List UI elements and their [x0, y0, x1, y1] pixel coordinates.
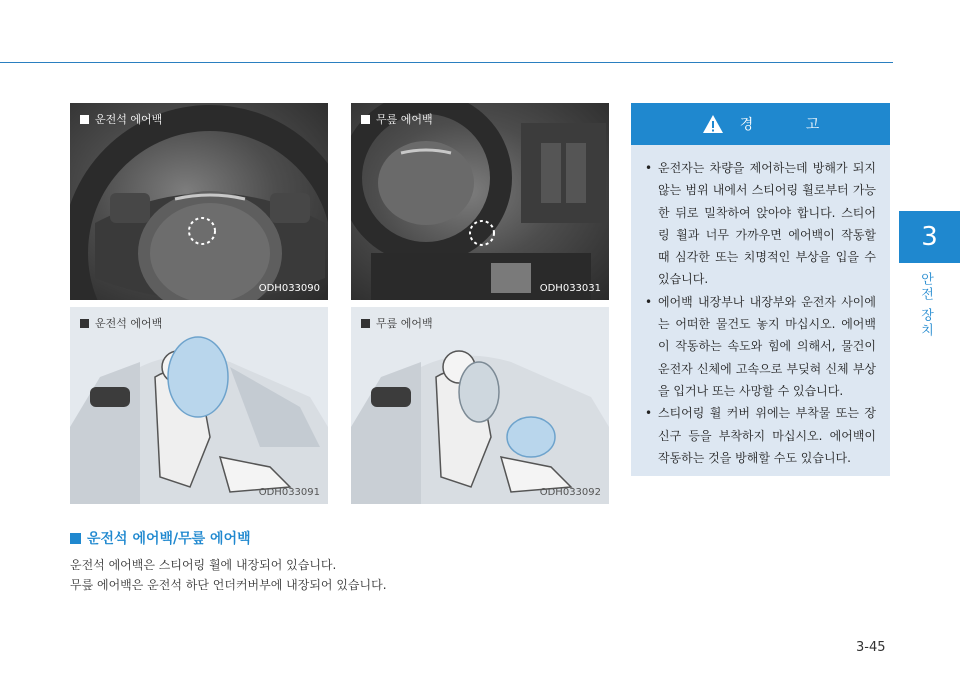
chapter-tab[interactable]	[899, 211, 960, 263]
warning-box	[631, 103, 890, 476]
photo-knee-airbag	[351, 103, 609, 300]
section-title: 운전석 에어백/무릎 에어백	[70, 528, 610, 548]
photo-code: ODH033031	[539, 283, 601, 294]
photo-knee-airbag-deployed	[351, 307, 609, 504]
body-text: 무릎 에어백은 운전석 하단 언더커버부에 내장되어 있습니다.	[70, 578, 387, 592]
warning-title: 경 고	[739, 117, 844, 133]
page-number: 3-45	[856, 640, 886, 655]
photo-driver-airbag-deployed	[70, 307, 328, 504]
section-airbag	[70, 528, 610, 595]
warning-item: • 운전자는 차량을 제어하는데 방해가 되지 않는 범위 내에서 스티어링 휠로부터 가능한 뒤로 밀착하여 앉아야 합니다. 스티어링 휠과 너무 가까우면 에어백이 작동할 때 심각한 또는 치명적인 부상을 입을 수 있습니다.	[643, 157, 876, 291]
square-bullet-icon	[80, 319, 89, 328]
square-bullet-icon	[80, 115, 89, 124]
top-rule	[0, 62, 893, 63]
photo-code: ODH033092	[539, 487, 601, 498]
photo-caption: 무릎 에어백	[361, 111, 433, 127]
body-text: 운전석 에어백은 스티어링 휠에 내장되어 있습니다.	[70, 558, 337, 572]
warning-triangle-icon	[702, 114, 724, 134]
square-bullet-icon	[361, 115, 370, 124]
photo-code: ODH033091	[258, 487, 320, 498]
chapter-number: 3	[921, 222, 938, 252]
square-bullet-icon	[70, 533, 81, 544]
photo-caption: 운전석 에어백	[80, 315, 162, 331]
warning-item: • 에어백 내장부나 내장부와 운전자 사이에는 어떠한 물건도 놓지 마십시오. 에어백이 작동하는 속도와 힘에 의해서, 물건이 운전자 신체에 고속으로 부딪혀 신체 부상을 입거나 또는 사망할 수 있습니다.	[643, 291, 876, 402]
photo-driver-airbag	[70, 103, 328, 300]
warning-list	[631, 145, 890, 469]
warning-item: • 스티어링 휠 커버 위에는 부착물 또는 장신구 등을 부착하지 마십시오. 에어백이 작동하는 것을 방해할 수도 있습니다.	[643, 402, 876, 469]
chapter-label: 안전 장치	[918, 272, 933, 339]
square-bullet-icon	[361, 319, 370, 328]
photo-code: ODH033090	[258, 283, 320, 294]
knee-airbag-deployed-illustration	[351, 307, 609, 504]
warning-header	[631, 103, 890, 145]
knee-airbag-illustration	[351, 103, 609, 300]
driver-airbag-deployed-illustration	[70, 307, 328, 504]
photo-caption: 무릎 에어백	[361, 315, 433, 331]
steering-wheel-illustration	[70, 103, 328, 300]
photo-caption: 운전석 에어백	[80, 111, 162, 127]
